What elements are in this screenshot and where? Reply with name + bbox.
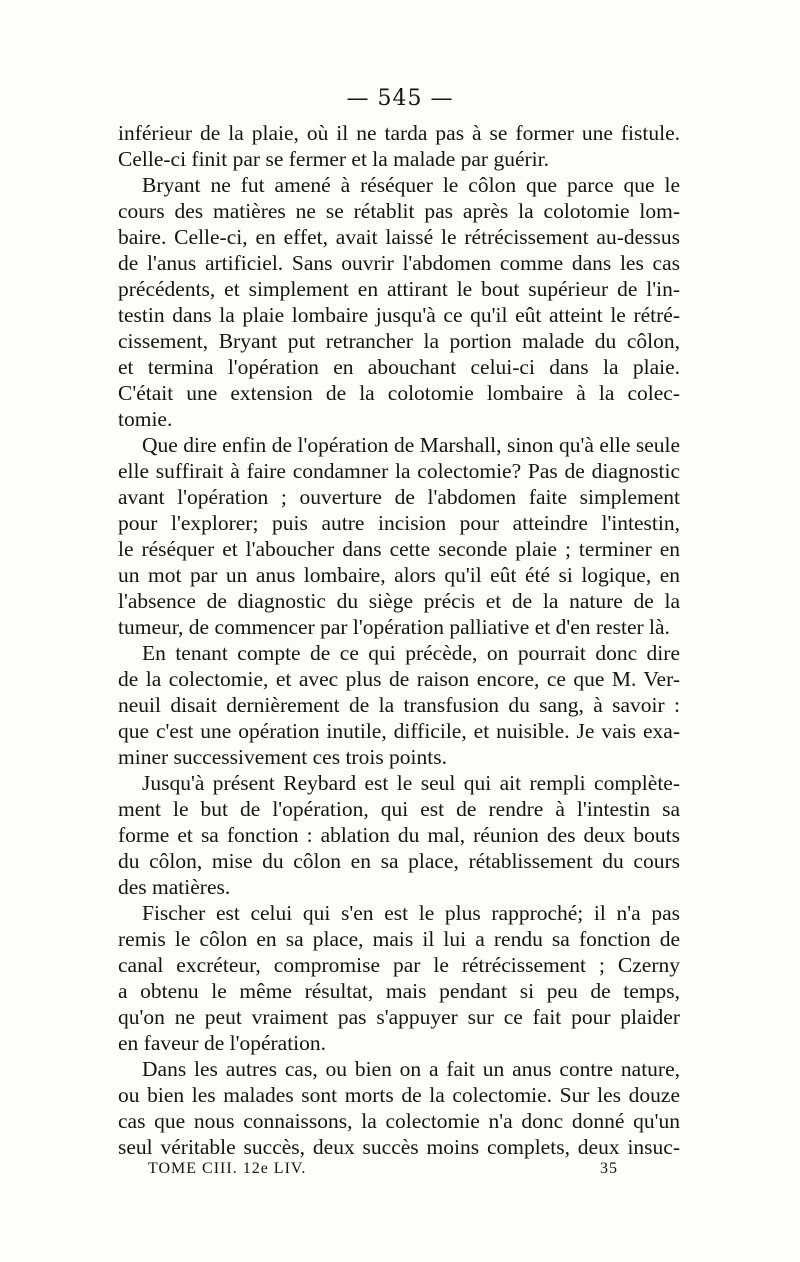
- text-line: Fischer est celui qui s'en est le plus rapproché; il n'a pas: [142, 901, 680, 925]
- text-line: Dans les autres cas, ou bien on a fait un anus contre nature,: [142, 1057, 680, 1081]
- text-line: forme et sa fonction : ablation du mal, réunion des deux bouts: [118, 823, 680, 847]
- paragraph: [118, 640, 680, 770]
- text-line: avant l'opération ; ouverture de l'abdomen faite simplement: [118, 485, 680, 509]
- text-line: baire. Celle-ci, en effet, avait laissé le rétrécissement au-dessus: [118, 225, 680, 249]
- text-line: cours des matières ne se rétablit pas après la colotomie lom-: [118, 199, 680, 223]
- text-line: des matières.: [118, 875, 231, 899]
- text-line: du côlon, mise du côlon en sa place, rétablissement du cours: [118, 849, 680, 873]
- paragraph: [118, 172, 680, 432]
- text-line: Bryant ne fut amené à réséquer le côlon que parce que le: [142, 173, 680, 197]
- page-number: — 545 —: [346, 86, 454, 111]
- text-line: cissement, Bryant put retrancher la portion malade du côlon,: [118, 329, 680, 353]
- text-line: a obtenu le même résultat, mais pendant si peu de temps,: [118, 979, 680, 1003]
- paragraph: [118, 900, 680, 1056]
- text-line: Celle-ci finit par se fermer et la malade par guérir.: [118, 147, 549, 171]
- text-line: ou bien les malades sont morts de la colectomie. Sur les douze: [118, 1083, 680, 1107]
- text-line: un mot par un anus lombaire, alors qu'il eût été si logique, en: [118, 563, 680, 587]
- text-line: C'était une extension de la colotomie lombaire à la colec-: [118, 381, 680, 405]
- text-line: qu'on ne peut vraiment pas s'appuyer sur ce fait pour plaider: [118, 1005, 680, 1029]
- paragraph: [118, 432, 680, 640]
- text-line: En tenant compte de ce qui précède, on pourrait donc dire: [142, 641, 680, 665]
- text-line: que c'est une opération inutile, difficile, et nuisible. Je vais exa-: [118, 719, 680, 743]
- text-line: inférieur de la plaie, où il ne tarda pas à se former une fistule.: [118, 121, 680, 145]
- text-line: testin dans la plaie lombaire jusqu'à ce qu'il eût atteint le rétré-: [118, 303, 680, 327]
- paragraph: [118, 120, 680, 172]
- text-line: tomie.: [118, 407, 173, 431]
- paragraph: [118, 770, 680, 900]
- text-line: miner successivement ces trois points.: [118, 745, 447, 769]
- body-text: [118, 120, 680, 1160]
- volume-signature: TOME CIII. 12e LIV.: [148, 1160, 307, 1177]
- text-line: Jusqu'à présent Reybard est le seul qui ait rempli complète-: [142, 771, 680, 795]
- sheet-number: 35: [600, 1160, 618, 1177]
- text-line: remis le côlon en sa place, mais il lui a rendu sa fonction de: [118, 927, 680, 951]
- text-line: ment le but de l'opération, qui est de rendre à l'intestin sa: [118, 797, 680, 821]
- text-line: l'absence de diagnostic du siège précis et de la nature de la: [118, 589, 680, 613]
- text-line: précédents, et simplement en attirant le bout supérieur de l'in-: [118, 277, 680, 301]
- text-line: et termina l'opération en abouchant celui-ci dans la plaie.: [118, 355, 680, 379]
- text-line: neuil disait dernièrement de la transfusion du sang, à savoir :: [118, 693, 680, 717]
- text-line: le réséquer et l'aboucher dans cette seconde plaie ; terminer en: [118, 537, 680, 561]
- text-line: elle suffirait à faire condamner la colectomie? Pas de diagnostic: [118, 459, 680, 483]
- text-line: seul véritable succès, deux succès moins complets, deux insuc-: [118, 1135, 680, 1159]
- text-line: de l'anus artificiel. Sans ouvrir l'abdomen comme dans les cas: [118, 251, 680, 275]
- text-line: canal excréteur, compromise par le rétrécissement ; Czerny: [118, 953, 680, 977]
- paragraph: [118, 1056, 680, 1160]
- text-line: pour l'explorer; puis autre incision pour atteindre l'intestin,: [118, 511, 680, 535]
- text-line: cas que nous connaissons, la colectomie n'a donc donné qu'un: [118, 1109, 680, 1133]
- text-line: tumeur, de commencer par l'opération palliative et d'en rester là.: [118, 615, 670, 639]
- text-line: de la colectomie, et avec plus de raison encore, ce que M. Ver-: [118, 667, 680, 691]
- text-line: Que dire enfin de l'opération de Marshall, sinon qu'à elle seule: [142, 433, 680, 457]
- text-line: en faveur de l'opération.: [118, 1031, 327, 1055]
